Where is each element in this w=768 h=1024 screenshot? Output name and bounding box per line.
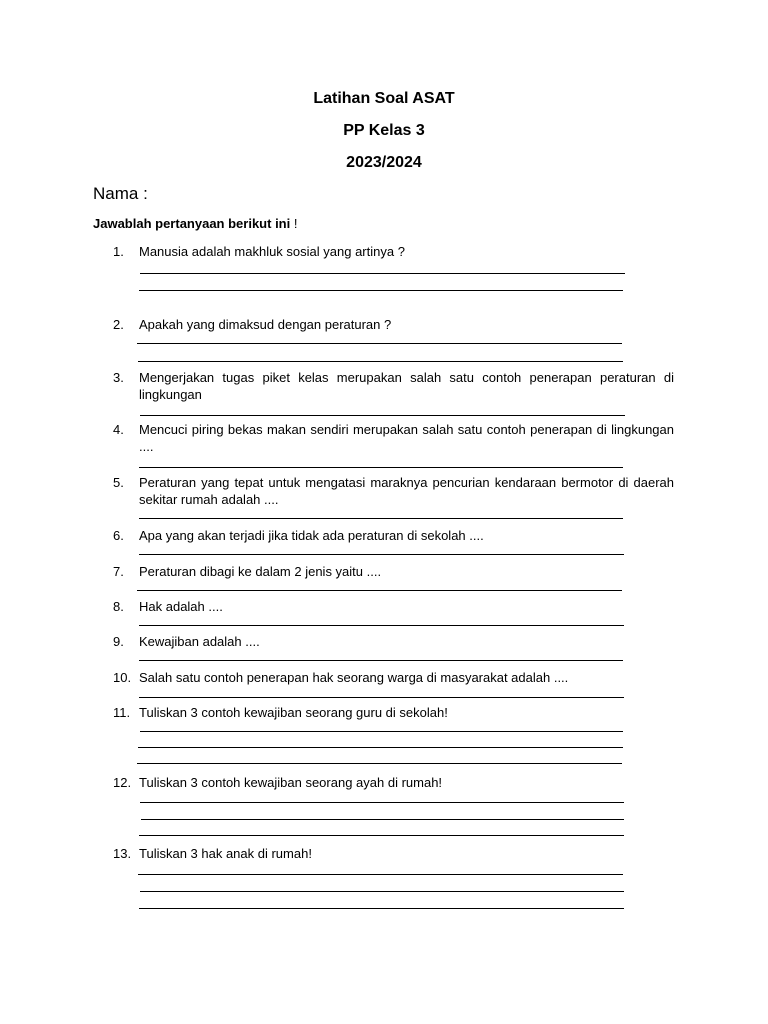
answer-line[interactable] [140,731,623,732]
answer-line[interactable] [141,819,624,820]
answer-line[interactable] [138,361,623,362]
question-number: 5. [113,475,124,490]
question-text: Apa yang akan terjadi jika tidak ada peraturan di sekolah .... [139,528,484,543]
instruction-text: Jawablah pertanyaan berikut ini [93,216,291,231]
question-number: 8. [113,599,124,614]
answer-line[interactable] [140,802,624,803]
question-text: Tuliskan 3 contoh kewajiban seorang ayah di rumah! [139,775,443,790]
question-text: Mengerjakan tugas piket kelas merupakan salah satu contoh penerapan peraturan di lingkungan [139,370,674,402]
answer-line[interactable] [139,625,624,626]
answer-line[interactable] [139,697,624,698]
answer-line[interactable] [140,415,625,416]
answer-line[interactable] [137,590,622,591]
answer-line[interactable] [139,518,623,519]
question-text: Tuliskan 3 hak anak di rumah! [139,846,312,861]
question-number: 11. [113,705,131,720]
answer-line[interactable] [138,874,623,875]
answer-line[interactable] [139,467,623,468]
answer-line[interactable] [140,273,625,274]
question-number: 7. [113,564,124,579]
question-number: 3. [113,370,124,385]
answer-line[interactable] [139,290,623,291]
question-number: 4. [113,422,124,437]
answer-line[interactable] [138,747,623,748]
answer-line[interactable] [137,763,622,764]
worksheet-title: Latihan Soal ASAT [313,90,455,107]
question-text: Tuliskan 3 contoh kewajiban seorang guru di sekolah! [139,705,448,720]
question-number: 13. [113,846,132,861]
question-text: Hak adalah .... [139,599,223,614]
name-label: Nama : [93,184,148,203]
question-text: Peraturan dibagi ke dalam 2 jenis yaitu .... [139,564,382,579]
answer-line[interactable] [139,554,624,555]
answer-line[interactable] [140,891,624,892]
answer-line[interactable] [139,908,624,909]
question-text: Salah satu contoh penerapan hak seorang warga di masyarakat adalah .... [139,670,569,685]
question-text: Peraturan yang tepat untuk mengatasi maraknya pencurian kendaraan bermotor di daerah sekitar rumah adalah .... [139,475,674,507]
instruction-mark: ! [290,216,298,231]
question-number: 12. [113,775,132,790]
question-number: 2. [113,317,124,332]
question-text: Kewajiban adalah .... [139,634,260,649]
question-text: Manusia adalah makhluk sosial yang artinya ? [139,244,405,259]
question-number: 9. [113,634,124,649]
question-number: 1. [113,244,124,259]
worksheet-subtitle: PP Kelas 3 [343,122,425,139]
instruction [93,216,297,232]
question-text: Apakah yang dimaksud dengan peraturan ? [139,317,392,332]
question-text: Mencuci piring bekas makan sendiri merupakan salah satu contoh penerapan di lingkungan .... [139,422,674,454]
answer-line[interactable] [137,343,622,344]
worksheet-year: 2023/2024 [346,154,422,171]
answer-line[interactable] [139,660,623,661]
question-number: 6. [113,528,124,543]
question-number: 10. [113,670,132,685]
answer-line[interactable] [139,835,624,836]
